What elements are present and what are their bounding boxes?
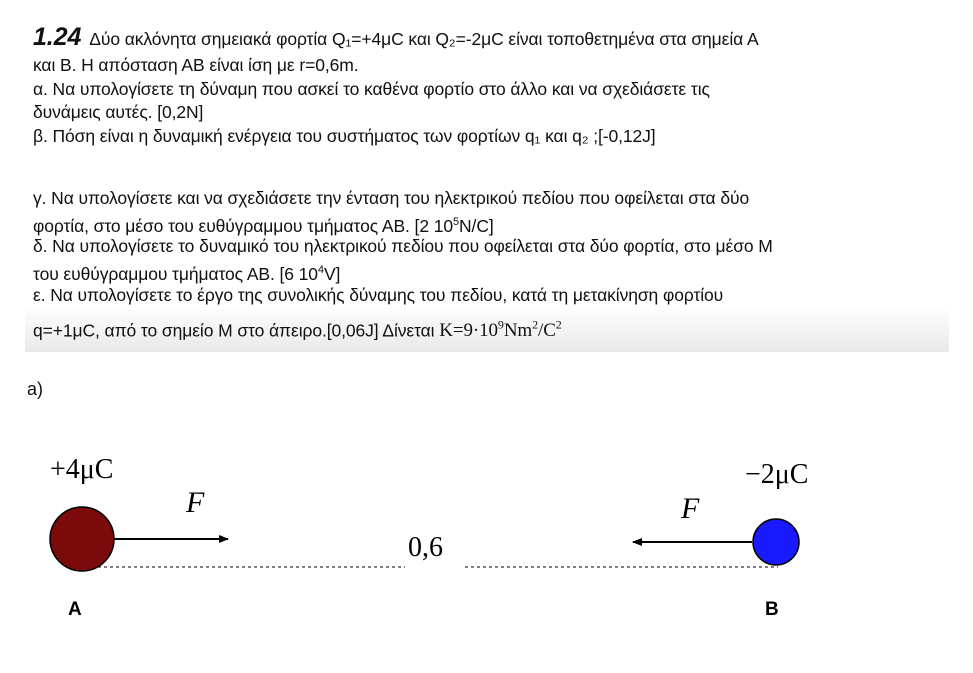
question-e-line-1: ε. Να υπολογίσετε το έργο της συνολικής δύναμης του πεδίου, κατά τη μετακίνηση φορτίου: [33, 285, 724, 305]
question-e-line-2: q=+1μC, από το σημείο Μ στο άπειρο.[0,06J] Δίνεται $K=9\cdot 10^9Nm^2/C^2$: [33, 318, 562, 342]
charge-b-circle: [753, 519, 799, 565]
question-c-line-2: φορτία, στο μέσο του ευθύγραμμου τμήματος ΑΒ. [2 $10^5N/C$]: [33, 215, 494, 236]
charge-a-circle: [50, 507, 114, 571]
constant-k: $K=9\cdot 10^9Nm^2/C^2$: [439, 318, 562, 342]
question-d-line-1: δ. Να υπολογίσετε το δυναμικό του ηλεκτρικού πεδίου που οφείλεται στα δύο φορτία, στο μέσο Μ: [33, 236, 773, 256]
coulomb-force-diagram: [0, 430, 973, 673]
distance-label: 0,6: [408, 532, 443, 563]
question-d-line-2: του ευθύγραμμου τμήματος ΑΒ. [6 $10^4V$]: [33, 263, 341, 284]
part-a-label: a): [27, 379, 44, 399]
problem-number: 1.24: [33, 23, 82, 51]
question-b: β. Πόση είναι η δυναμική ενέργεια του συστήματος των φορτίων q₁ και q₂ ;[-0,12J]: [33, 126, 656, 146]
question-c-line-1: γ. Να υπολογίσετε και να σχεδιάσετε την ένταση του ηλεκτρικού πεδίου που οφείλεται στα δύο: [33, 188, 750, 208]
problem-statement: [25, 22, 949, 352]
problem-line-1: 1.24 Δύο ακλόνητα σημειακά φορτία Q₁=+4μC και Q₂=-2μC είναι τοποθετημένα στα σημεία Α: [33, 23, 759, 51]
charge-b-label: −2μC: [745, 459, 809, 490]
problem-line-2: και Β. Η απόσταση ΑΒ είναι ίση με r=0,6m.: [33, 55, 359, 75]
force-a-label: F: [186, 486, 205, 519]
question-a-line-1: α. Να υπολογίσετε τη δύναμη που ασκεί το καθένα φορτίο στο άλλο και να σχεδιάσετε τις: [33, 79, 710, 99]
charge-a-label: +4μC: [50, 454, 114, 485]
point-a-label: A: [68, 599, 82, 620]
force-b-label: F: [681, 492, 700, 525]
question-a-line-2: δυνάμεις αυτές. [0,2N]: [33, 102, 204, 122]
point-b-label: B: [765, 599, 779, 620]
